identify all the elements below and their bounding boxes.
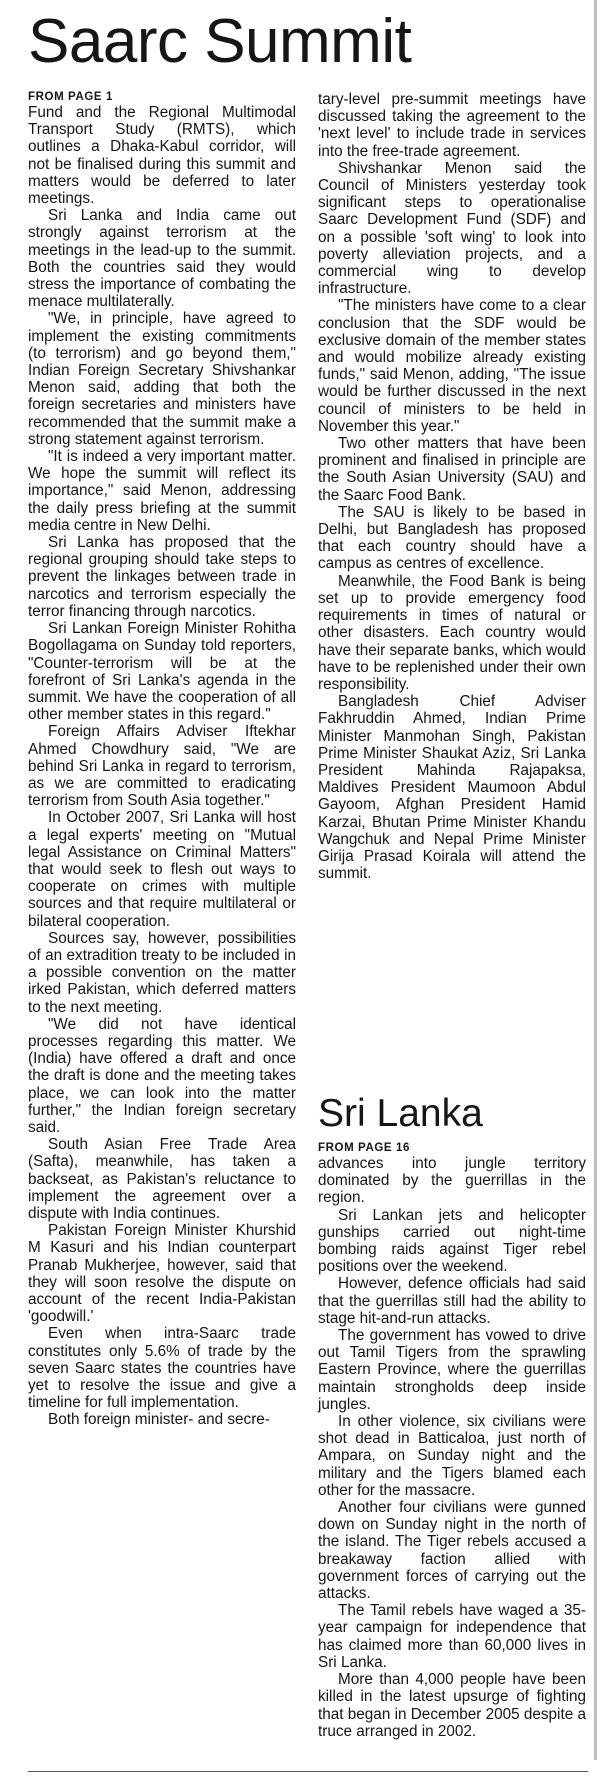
article-paragraph: "We did not have identical processes regarding this matter. We (India) have offered a draft and once the draft is done and the meeting takes place, we can look into the matter further," the Indian foreign secretary said. xyxy=(28,1015,296,1136)
article-paragraph: Two other matters that have been prominent and finalised in principle are the South Asian University (SAU) and the Saarc Food Bank. xyxy=(318,435,586,504)
article-paragraph: Sri Lanka has proposed that the regional grouping should take steps to prevent the linkages between trade in narcotics and terrorism especially the terror financing through narcotics. xyxy=(28,534,296,620)
article-paragraph: "The ministers have come to a clear conclusion that the SDF would be exclusive domain of the member states and would mobilize already existing funds," said Menon, adding, "The issue would be further discussed in the next council of ministers to be held in November this year." xyxy=(318,297,586,435)
article-paragraph: Sri Lanka and India came out strongly against terrorism at the meetings in the lead-up to the summit. Both the countries said they would stress the importance of combating the menace multilaterally. xyxy=(28,207,296,311)
right-column xyxy=(318,91,586,882)
article-paragraph: Shivshankar Menon said the Council of Ministers yesterday took significant steps to operationalise Saarc Development Fund (SDF) and on a possible 'soft wing' to look into poverty alleviation projects, and a commercial wing to develop infrastructure. xyxy=(318,159,586,298)
article-paragraph: Bangladesh Chief Adviser Fakhruddin Ahmed, Indian Prime Minister Manmohan Singh, Pakistan Prime Minister Shaukat Aziz, Sri Lanka President Mahinda Rajapaksa, Maldives President Maumoon Abdul Gayoom, Afghan President Hamid Karzai, Bhutan Prime Minister Khandu Wangchuk and Nepal Prime Minister Girija Prasad Koirala will attend the summit. xyxy=(318,693,586,883)
article-paragraph: The government has vowed to drive out Tamil Tigers from the sprawling Eastern Province, where the guerrillas maintain strongholds deep inside jungles. xyxy=(318,1327,586,1413)
article-paragraph: "We, in principle, have agreed to implement the existing commitments (to terrorism) and go beyond them," Indian Foreign Secretary Shivshankar Menon said, adding that both the foreign secretaries and ministers have recommended that the summit make a strong statement against terrorism. xyxy=(28,310,296,448)
headline-sri-lanka: Sri Lanka xyxy=(318,1092,483,1135)
article-paragraph: Pakistan Foreign Minister Khurshid M Kasuri and his Indian counterpart Pranab Mukherjee, however, said that they will soon resolve the dispute on account of the recent India-Pakistan 'goodwill.' xyxy=(28,1222,296,1326)
article-paragraph: Sources say, however, possibilities of an extradition treaty to be included in a possible convention on the matter irked Pakistan, which deferred matters to the next meeting. xyxy=(28,929,296,1016)
bottom-rule xyxy=(28,1771,588,1772)
article-paragraph: "It is indeed a very important matter. We hope the summit will reflect its importance," said Menon, addressing the daily press briefing at the summit media centre in New Delhi. xyxy=(28,448,296,534)
article-paragraph: The SAU is likely to be based in Delhi, but Bangladesh has proposed that each country should have a campus as centres of excellence. xyxy=(318,503,586,573)
article-paragraph: Sri Lankan Foreign Minister Rohitha Bogollagama on Sunday told reporters, "Counter-terrorism will be at the forefront of Sri Lanka's agenda in the summit. We have the cooperation of all other member states in this regard." xyxy=(28,620,296,724)
article-paragraph: Another four civilians were gunned down on Sunday night in the north of the island. The Tiger rebels accused a breakaway faction allied with government forces of carrying out the attacks. xyxy=(318,1499,586,1603)
article-paragraph: The Tamil rebels have waged a 35-year campaign for independence that has claimed more than 60,000 lives in Sri Lanka. xyxy=(318,1602,586,1671)
left-column xyxy=(28,91,296,1429)
article-paragraph: Even when intra-Saarc trade constitutes only 5.6% of trade by the seven Saarc states the countries have yet to resolve the issue and give a timeline for full implementation. xyxy=(28,1325,296,1412)
article-paragraph: advances into jungle territory dominated by the guerrillas in the region. xyxy=(318,1155,586,1207)
article-paragraph: In October 2007, Sri Lanka will host a legal experts' meeting on "Mutual legal Assistance on Criminal Matters" that would seek to flesh out ways to cooperate on crimes with multiple sources and that require multilateral or bilateral cooperation. xyxy=(28,809,296,930)
article-paragraph: South Asian Free Trade Area (Safta), meanwhile, has taken a backseat, as Pakistan's reluctance to implement the agreement over a dispute with India continues. xyxy=(28,1136,296,1222)
article-paragraph: tary-level pre-summit meetings have discussed taking the agreement to the 'next level' to include trade in services into the free-trade agreement. xyxy=(318,91,586,160)
page-edge-rule xyxy=(594,0,597,1760)
article-paragraph: Fund and the Regional Multimodal Transport Study (RMTS), which outlines a Dhaka-Kabul corridor, will not be finalised during this summit and matters would be deferred to later meetings. xyxy=(28,104,296,208)
article-paragraph: Both foreign minister- and secre- xyxy=(48,1411,270,1429)
article-paragraph: More than 4,000 people have been killed in the latest upsurge of fighting that began in December 2005 despite a truce arranged in 2002. xyxy=(318,1671,586,1740)
article-paragraph: Foreign Affairs Adviser Iftekhar Ahmed Chowdhury said, "We are behind Sri Lanka in regard to terrorism, as we are committed to eradicating terrorism from South Asia together." xyxy=(28,723,296,810)
jump-line-from-page-1: FROM PAGE 1 xyxy=(28,91,113,103)
article-paragraph: However, defence officials had said that the guerrillas still had the ability to stage hit-and-run attacks. xyxy=(318,1275,586,1327)
article-paragraph: Meanwhile, the Food Bank is being set up to provide emergency food requirements in times of natural or other disasters. Each country would have their separate banks, which would have to be replenished under their own responsibility. xyxy=(318,572,586,693)
headline-saarc-summit: Saarc Summit xyxy=(28,7,412,76)
sri-lanka-column xyxy=(318,1142,586,1740)
jump-line-from-page-16: FROM PAGE 16 xyxy=(318,1142,410,1154)
article-paragraph: In other violence, six civilians were shot dead in Batticaloa, just north of Ampara, on Sunday night and the military and the Tigers blamed each other for the massacre. xyxy=(318,1413,586,1499)
article-paragraph: Sri Lankan jets and helicopter gunships carried out night-time bombing raids against Tiger rebel positions over the weekend. xyxy=(318,1206,586,1276)
